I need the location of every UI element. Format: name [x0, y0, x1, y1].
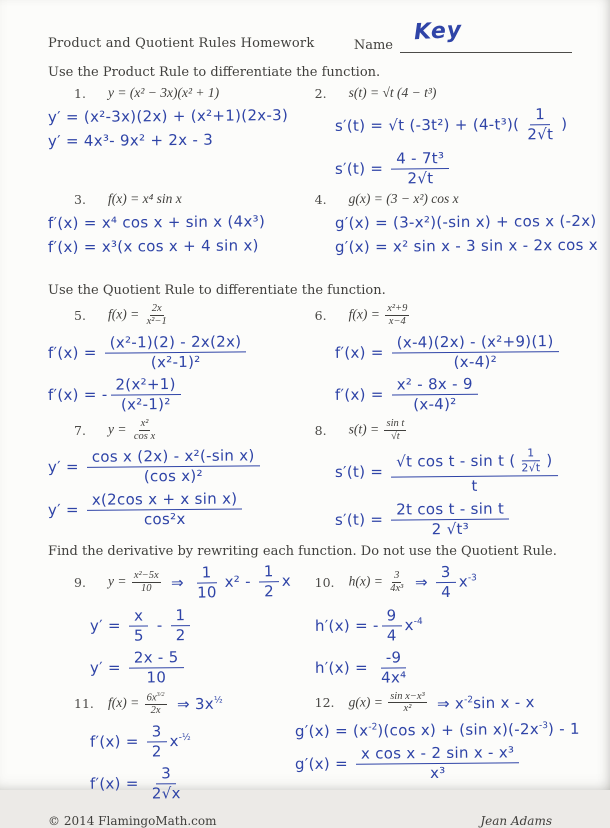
problem-number: 5. [74, 307, 86, 323]
work-line: g′(x) = (3-x²)(-sin x) + cos x (-2x) [334, 211, 597, 233]
problem-number: 2. [314, 85, 327, 101]
work-line: s′(t) = $\frac{\text{4 - 7t³}}{2√t}$ [334, 149, 576, 188]
rewrite-expression: ⇒ $\frac{3}{4}$ $x^{-3}$ [415, 562, 478, 601]
problem-7 [48, 418, 315, 538]
work-line: h′(x) = - $\frac{9}{4}$ $x^{-4}$ [314, 605, 423, 644]
problem-4 [314, 191, 598, 271]
rewrite-expression: ⇒ $\frac{1}{10}$ x² - $\frac{1}{2}$ x [170, 562, 291, 602]
page-title: Product and Quotient Rules Homework [48, 36, 315, 51]
given-function: y = $\frac{\text{x²−5x}}{10}$ [108, 569, 159, 594]
section-instruction-quotient-rule: Use the Quotient Rule to differentiate the function. [48, 283, 386, 299]
problem-number: 7. [74, 422, 86, 438]
work-line: g′(x) = x² sin x - 3 sin x - 2x cos x [334, 235, 598, 257]
problem-number: 1. [74, 85, 86, 101]
work-line: f′(x) = $\frac{3}{2}$ $x^{-\frac{1}{2}}$ [89, 722, 191, 760]
work-line: s′(t) = √t cos t - sin t ( $\frac{1}{2√t}$ ) t [334, 447, 576, 496]
given-function: f(x) = $\frac{6x^{3/2}}{2x}$ [108, 690, 165, 716]
footer [48, 814, 576, 828]
rewrite-expression: ⇒ $x^{-2}\sin$ x - x [436, 693, 535, 713]
name-label: Name [353, 38, 393, 53]
problem-number: 8. [314, 422, 327, 438]
header [48, 17, 576, 53]
work-line: f′(x) = - $\frac{\text{2(x²+1)}}{\text{(x²-1)²}}$ [48, 375, 315, 414]
given-function: h(x) = $\frac{3}{\text{4x³}}$ [348, 569, 404, 594]
work-line: y′ = $\frac{x}{5}$ - $\frac{1}{2}$ [90, 606, 315, 645]
problem-9 [48, 564, 315, 686]
work-line: y′ = $\frac{\text{x(2cos x + x sin x)}}{\text{cos²x}}$ [48, 490, 315, 529]
problems-row-2 [47, 191, 598, 271]
section-instruction-rewrite: Find the derivative by rewriting each function. Do not use the Quotient Rule. [48, 543, 557, 559]
problem-number: 6. [314, 307, 327, 323]
work-line: s′(t) = √t (-3t²) + (4-t³)( $\frac{1}{2√t}$ ) [334, 105, 568, 144]
work-line: s′(t) = $\frac{\text{2t cos t - sin t}}{\text{2 √t³}}$ [334, 500, 576, 539]
work-line: g′(x) = $\frac{\text{x cos x - 2 sin x - x³}}{\text{x³}}$ [294, 744, 576, 783]
problem-2 [315, 85, 576, 186]
name-area [353, 17, 572, 53]
work-line: y′ = (x²-3x)(2x) + (x²+1)(2x-3) [47, 106, 289, 127]
problem-8 [315, 418, 576, 538]
given-function: y = $\frac{\text{x²}}{\text{cos x}}$ [108, 417, 156, 442]
given-function: g(x) = (3 − x²) cos x [348, 191, 459, 207]
name-underline [400, 17, 572, 53]
work-line: f′(x) = $\frac{\text{(x-4)(2x) - (x²+9)(1)}}{\text{(x-4)²}}$ [334, 333, 576, 372]
problem-number: 11. [74, 696, 94, 712]
problems-row-6 [48, 690, 580, 803]
footer-copyright: © 2014 FlamingoMath.com [48, 813, 217, 828]
given-function: f(x) = $\frac{\text{x²+9}}{x-4}$ [348, 303, 408, 327]
problem-number: 9. [74, 574, 86, 590]
work-line: $g'(x) = (x^{-2})(\cos$ x) + (sin $x)(-2x^{-3}) - 1$ [294, 719, 580, 741]
problem-number: 12. [314, 695, 335, 711]
given-function: s(t) = $\frac{\text{sin t}}{√t}$ [348, 417, 405, 442]
problem-number: 3. [74, 191, 86, 207]
problems-row-5 [48, 564, 576, 686]
problems-row-3 [48, 303, 576, 413]
work-line: f′(x) = $\frac{\text{x² - 8x - 9}}{\text{(x-4)²}}$ [334, 375, 576, 414]
given-function: g(x) = $\frac{\text{sin x−x³}}{\text{x²}}$ [348, 690, 425, 715]
problem-1 [48, 85, 315, 186]
section-instruction-product-rule: Use the Product Rule to differentiate the function. [48, 65, 381, 80]
problem-6 [315, 303, 576, 413]
work-line: f′(x) = $\frac{3}{2√x}$ [89, 764, 181, 803]
name-handwritten-key: Key [413, 17, 463, 46]
problem-number: 4. [314, 191, 327, 207]
work-line: y′ = $\frac{2x - 5}{10}$ [90, 648, 315, 687]
given-function: s(t) = √t (4 − t³) [348, 85, 437, 100]
problem-11 [48, 691, 315, 802]
problems-row-4 [48, 418, 576, 538]
footer-author: Jean Adams [480, 813, 552, 828]
given-function: y = (x² − 3x)(x² + 1) [108, 85, 220, 100]
work-line: f′(x) = x³(x cos x + 4 sin x) [47, 236, 259, 257]
problem-number: 10. [314, 574, 335, 590]
problem-10 [315, 564, 576, 686]
work-line: y′ = $\frac{\text{cos x (2x) - x²(-sin x)}}{\text{(cos x)²}}$ [48, 447, 315, 486]
problems-row-1 [48, 85, 576, 186]
problem-3 [48, 191, 315, 271]
problem-5 [48, 303, 315, 413]
rewrite-expression: ⇒ $3x^{\frac{1}{2}}$ [176, 694, 223, 714]
work-line: f′(x) = x⁴ cos x + sin x (4x³) [47, 212, 266, 233]
given-function: f(x) = $\frac{2x}{\text{x²−1}}$ [108, 303, 167, 327]
work-line: y′ = 4x³- 9x² + 2x - 3 [47, 130, 214, 151]
given-function: f(x) = x⁴ sin x [108, 191, 182, 207]
problem-12 [294, 690, 580, 802]
work-line: f′(x) = $\frac{\text{(x²-1)(2) - 2x(2x)}}{\text{(x²-1)²}}$ [48, 333, 315, 372]
work-line: h′(x) = $\frac{-9}{\text{4x⁴}}$ [314, 648, 407, 687]
